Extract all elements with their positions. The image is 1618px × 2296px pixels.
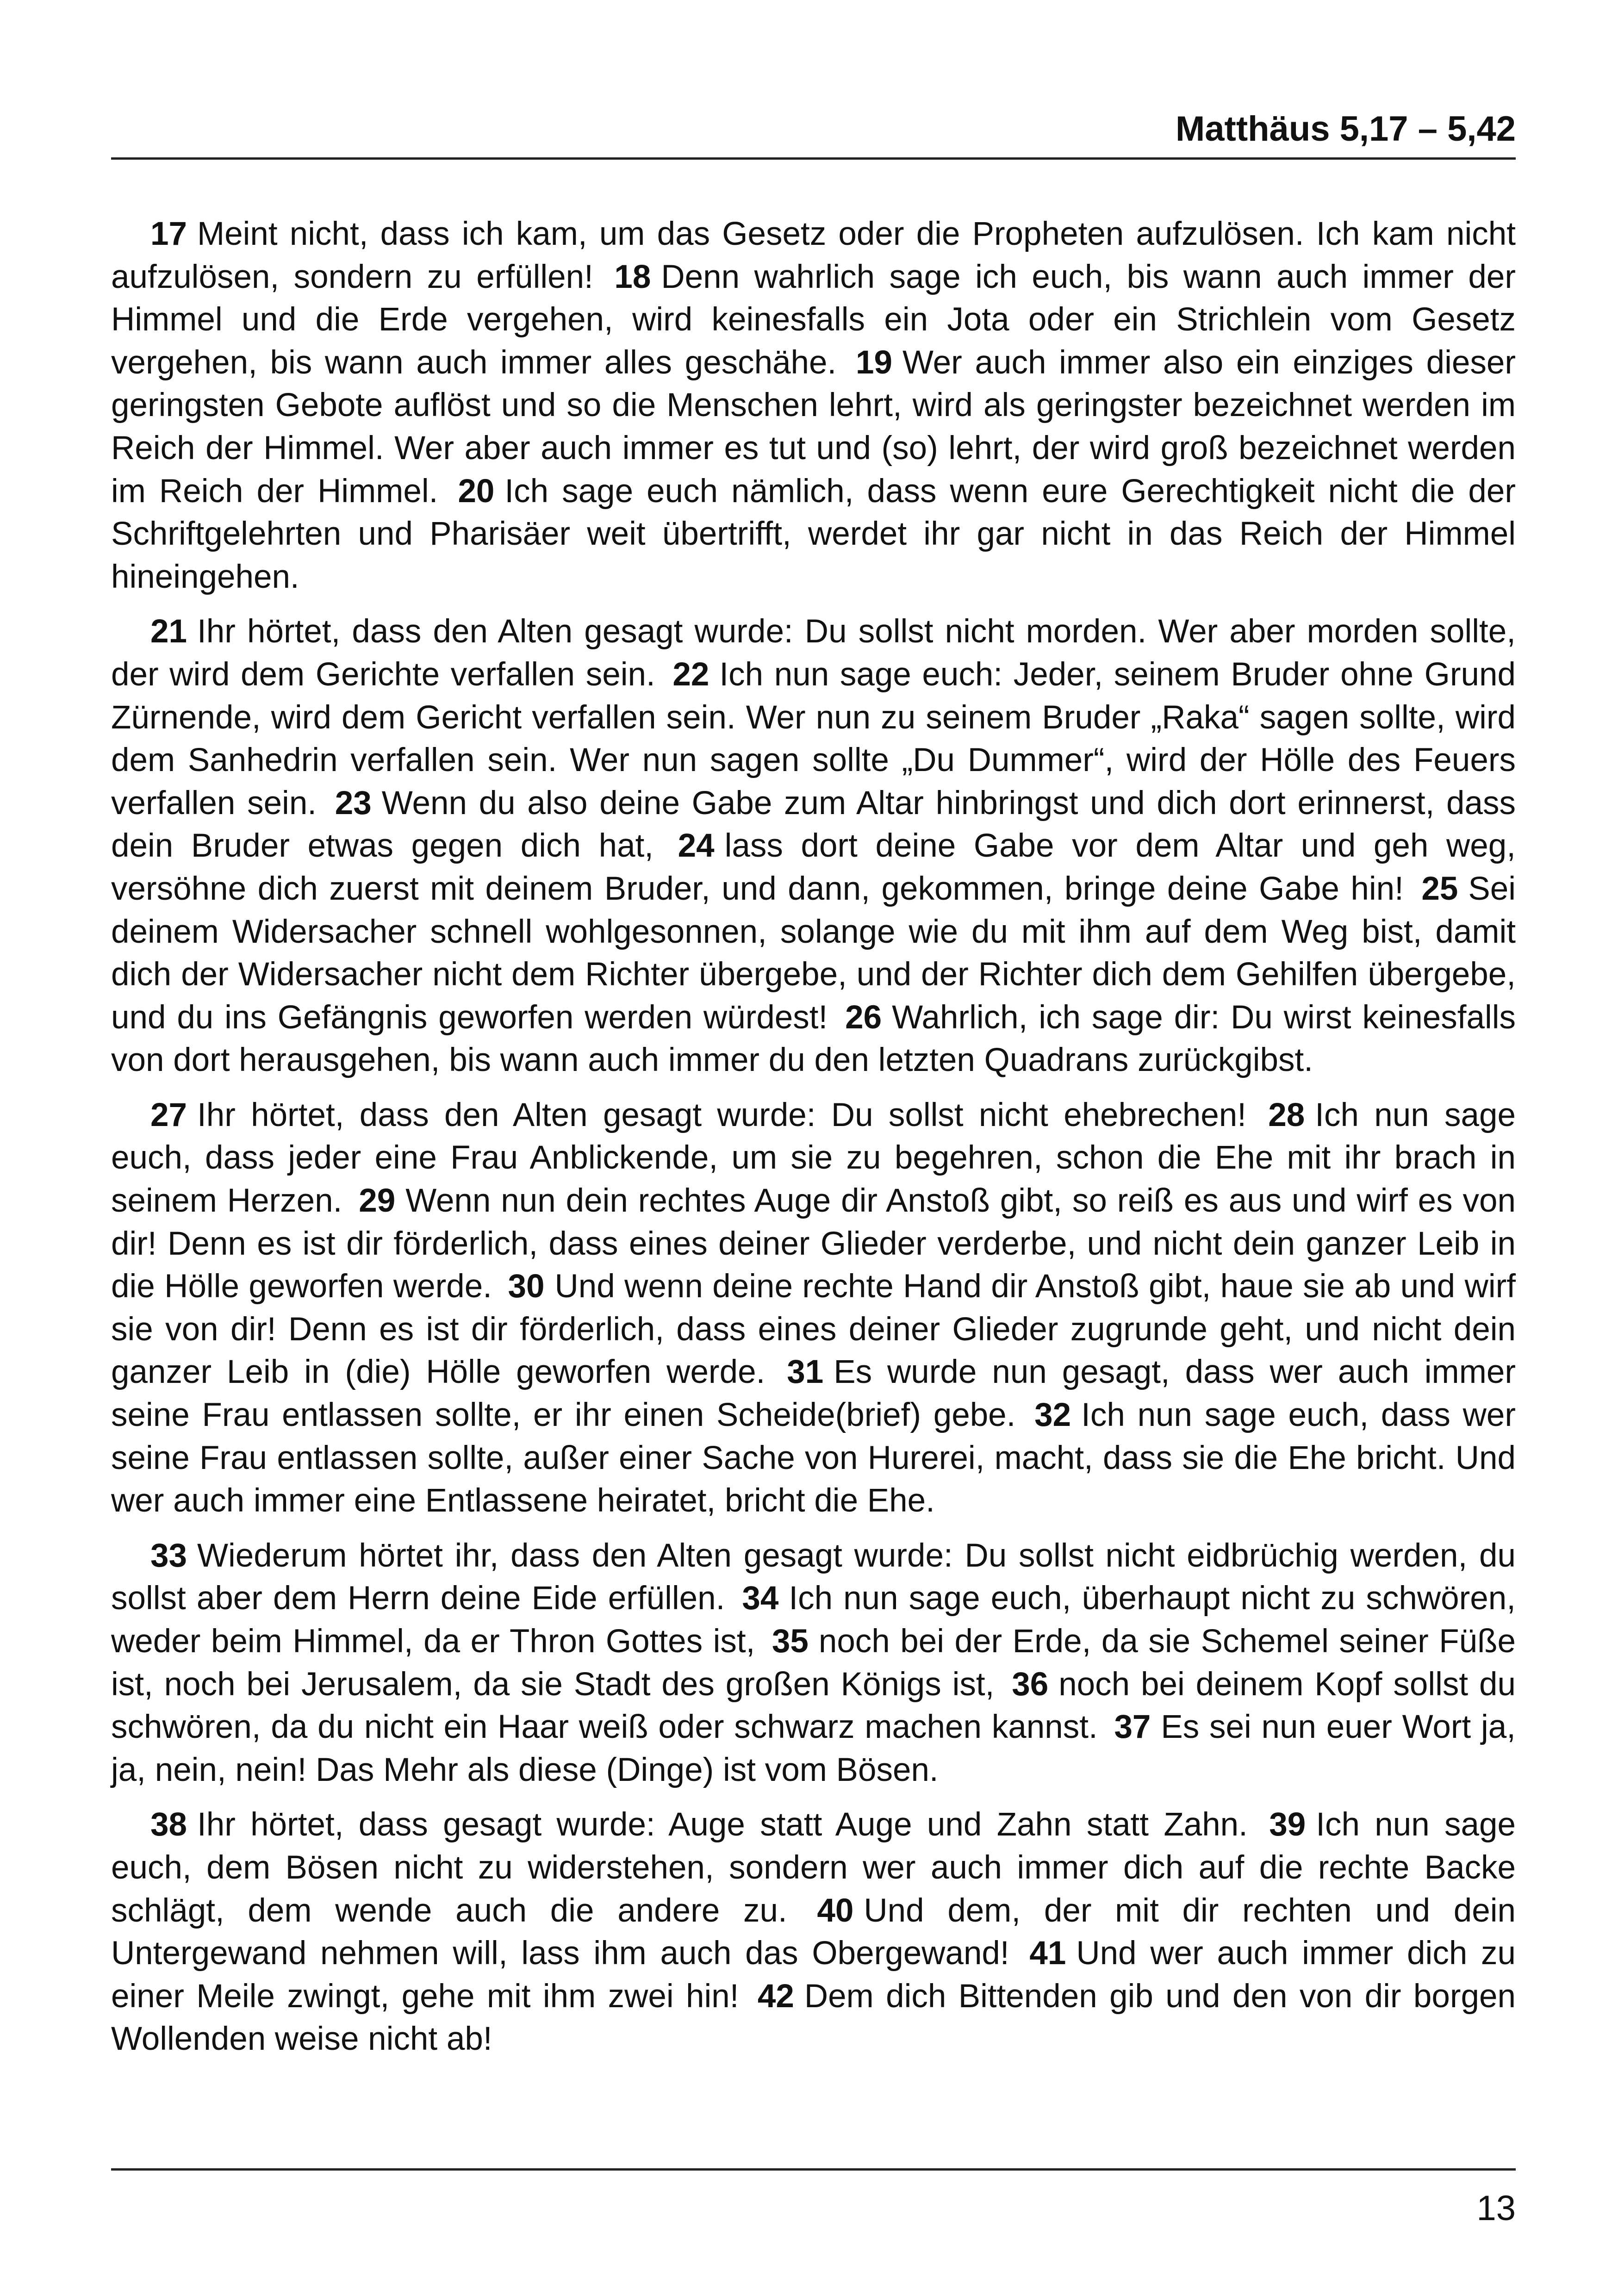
paragraph <box>111 610 1516 1082</box>
verse-text: Sei deinem Widersacher schnell wohlgesonnen, solange wie du mit ihm auf dem Weg bist, damit dich der Widersacher nicht dem Richter übergebe, und der Richter dich dem Gehilfen übergebe, und du ins Gefängnis geworfen werden würdest! <box>111 870 1516 1036</box>
verse-number: 37 <box>1114 1709 1151 1746</box>
verse-text: Meint nicht, dass ich kam, um das Gesetz oder die Propheten aufzulösen. Ich kam nicht aufzulösen, sondern zu erfüllen! <box>111 216 1516 295</box>
verse-number: 29 <box>359 1182 396 1220</box>
verse-number: 38 <box>150 1806 187 1843</box>
verse-text: Ich nun sage euch, dass jeder eine Frau Anblickende, um sie zu begehren, schon die Ehe mit ihr brach in seinem Herzen. <box>111 1096 1516 1220</box>
verse-text: Es wurde nun gesagt, dass wer auch immer seine Frau entlassen sollte, er ihr einen Scheide(brief) gebe. <box>111 1354 1516 1434</box>
verse-number: 28 <box>1268 1096 1305 1133</box>
verse-number: 40 <box>817 1892 854 1929</box>
verse-text: Ihr hörtet, dass gesagt wurde: Auge statt Auge und Zahn statt Zahn. <box>197 1806 1248 1843</box>
verse-text: Ich nun sage euch, überhaupt nicht zu schwören, weder beim Himmel, da er Thron Gottes ist, <box>111 1580 1516 1660</box>
verse-number: 36 <box>1012 1666 1049 1703</box>
verse-number: 17 <box>150 216 187 252</box>
verse-text: Es sei nun euer Wort ja, ja, nein, nein! Das Mehr als diese (Dinge) ist vom Bösen. <box>111 1709 1516 1788</box>
verse-text: noch bei deinem Kopf sollst du schwören, da du nicht ein Haar weiß oder schwarz machen kannst. <box>111 1666 1516 1746</box>
verse-text: Ich sage euch nämlich, dass wenn eure Gerechtigkeit nicht die der Schriftgelehrten und Pharisäer weit übertrifft, werdet ihr gar nicht in das Reich der Himmel hineingehen. <box>111 473 1516 595</box>
verse-text: Wahrlich, ich sage dir: Du wirst keinesfalls von dort herausgehen, bis wann auch immer du den letzten Quadrans zurückgibst. <box>111 999 1516 1079</box>
verse-text: Ihr hörtet, dass den Alten gesagt wurde: Du sollst nicht morden. Wer aber morden sollte, der wird dem Gerichte verfallen sein. <box>111 613 1516 693</box>
scripture-text <box>111 213 1516 2073</box>
page-header <box>111 102 1516 160</box>
paragraph <box>111 1535 1516 1792</box>
verse-number: 22 <box>672 656 709 693</box>
page-footer <box>111 2168 1516 2228</box>
verse-text: Und wenn deine rechte Hand dir Anstoß gibt, haue sie ab und wirf sie von dir! Denn es ist dir förderlich, dass eines deiner Glieder zugrunde geht, und nicht dein ganzer Leib in (die) Hölle geworfen werde. <box>111 1268 1516 1391</box>
verse-text: noch bei der Erde, da sie Schemel seiner Füße ist, noch bei Jerusalem, da sie Stadt des großen Königs ist, <box>111 1623 1516 1703</box>
verse-number: 20 <box>458 473 495 510</box>
verse-text: Wiederum hörtet ihr, dass den Alten gesagt wurde: Du sollst nicht eidbrüchig werden, du sollst aber dem Herrn deine Eide erfüllen. <box>111 1537 1516 1617</box>
verse-number: 33 <box>150 1537 187 1574</box>
verse-text: Ihr hörtet, dass den Alten gesagt wurde: Du sollst nicht ehebrechen! <box>197 1096 1246 1133</box>
verse-number: 42 <box>757 1978 794 2015</box>
verse-text: Und wer auch immer dich zu einer Meile zwingt, gehe mit ihm zwei hin! <box>111 1935 1516 2015</box>
verse-number: 27 <box>150 1096 187 1133</box>
verse-text: Dem dich Bittenden gib und den von dir borgen Wollenden weise nicht ab! <box>111 1978 1516 2058</box>
verse-number: 18 <box>614 258 651 295</box>
verse-text: Ich nun sage euch, dem Bösen nicht zu widerstehen, sondern wer auch immer dich auf die rechte Backe schlägt, dem wende auch die andere zu. <box>111 1806 1516 1929</box>
verse-text: Ich nun sage euch, dass wer seine Frau entlassen sollte, außer einer Sache von Hurerei, macht, dass sie die Ehe bricht. Und wer auch immer eine Entlassene heiratet, bricht die Ehe. <box>111 1397 1516 1519</box>
verse-number: 41 <box>1029 1935 1066 1972</box>
verse-text: Wer auch immer also ein einziges dieser geringsten Gebote auflöst und so die Menschen lehrt, wird als geringster bezeichnet werden im Reich der Himmel. Wer aber auch immer es tut und (so) lehrt, der wird groß bezeichnet werden im Reich der Himmel. <box>111 344 1516 510</box>
verse-number: 24 <box>678 828 715 865</box>
verse-text: Ich nun sage euch: Jeder, seinem Bruder ohne Grund Zürnende, wird dem Gericht verfallen sein. Wer nun zu seinem Bruder „Raka“ sagen sollte, wird dem Sanhedrin verfallen sein. Wer nun sagen sollte „Du Dummer“, wird der Hölle des Feuers verfallen sein. <box>111 656 1516 821</box>
verse-number: 21 <box>150 613 187 650</box>
verse-number: 30 <box>508 1268 545 1305</box>
paragraph <box>111 1804 1516 2061</box>
verse-number: 26 <box>845 999 882 1036</box>
verse-number: 39 <box>1269 1806 1306 1843</box>
verse-number: 19 <box>855 344 892 381</box>
verse-number: 32 <box>1034 1397 1071 1434</box>
verse-text: Denn wahrlich sage ich euch, bis wann auch immer der Himmel und die Erde vergehen, wird keinesfalls ein Jota oder ein Strichlein vom Gesetz vergehen, bis wann auch immer alles geschähe. <box>111 258 1516 381</box>
page-number: 13 <box>1476 2189 1516 2228</box>
verse-number: 34 <box>742 1580 779 1617</box>
running-head: Matthäus 5,17 – 5,42 <box>1175 109 1516 149</box>
verse-number: 35 <box>772 1623 809 1660</box>
paragraph <box>111 1094 1516 1523</box>
verse-number: 31 <box>787 1354 824 1391</box>
paragraph <box>111 213 1516 598</box>
verse-text: lass dort deine Gabe vor dem Altar und geh weg, versöhne dich zuerst mit deinem Bruder, und dann, gekommen, bringe deine Gabe hin! <box>111 828 1516 907</box>
verse-number: 25 <box>1421 870 1458 907</box>
verse-text: Wenn nun dein rechtes Auge dir Anstoß gibt, so reiß es aus und wirf es von dir! Denn es ist dir förderlich, dass eines deiner Glieder verderbe, und nicht dein ganzer Leib in die Hölle geworfen werde. <box>111 1182 1516 1305</box>
verse-number: 23 <box>335 784 372 821</box>
verse-text: Wenn du also deine Gabe zum Altar hinbringst und dich dort erinnerst, dass dein Bruder etwas gegen dich hat, <box>111 784 1516 865</box>
verse-text: Und dem, der mit dir rechten und dein Untergewand nehmen will, lass ihm auch das Obergewand! <box>111 1892 1516 1972</box>
